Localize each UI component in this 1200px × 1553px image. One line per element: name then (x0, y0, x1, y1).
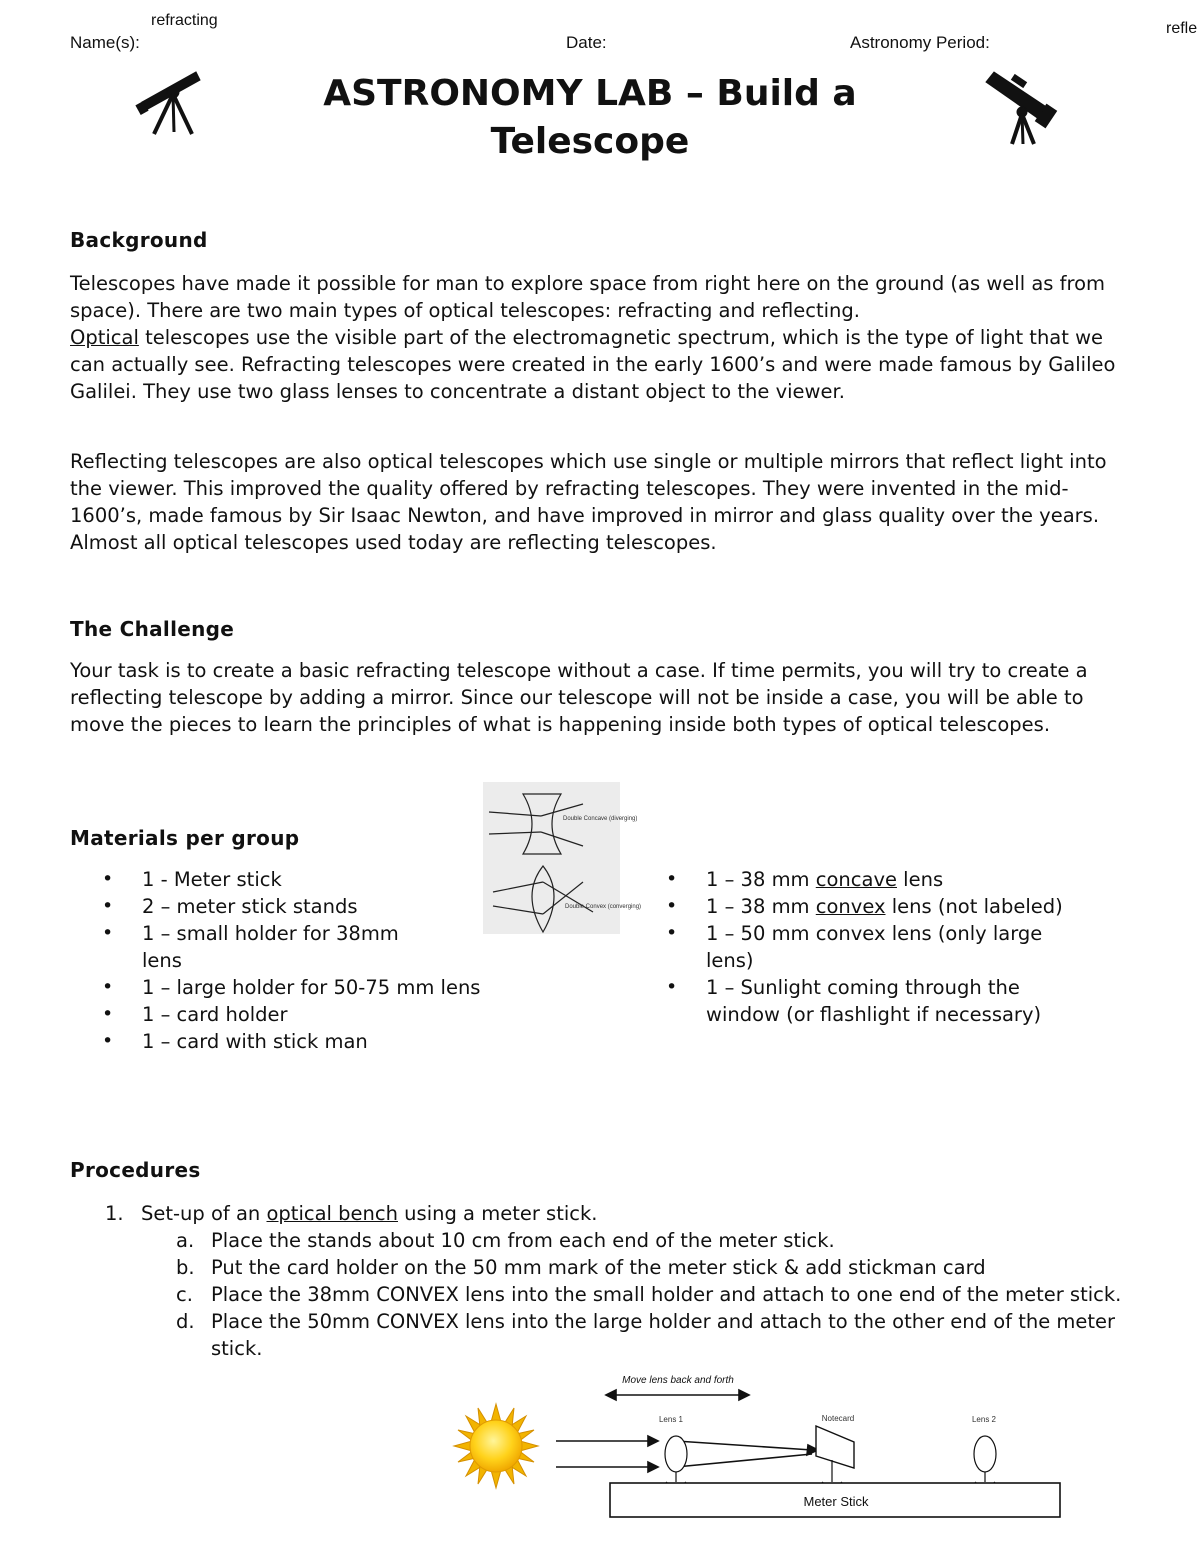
convex-lens-shape (532, 866, 554, 932)
meter-stick-label: Meter Stick (803, 1494, 869, 1509)
procedure-step (70, 1200, 1130, 1362)
background-text-b: telescopes use the visible part of the electromagnetic spectrum, which is the type of light that we can actually see. Refracting telescopes were created in the early 1600’s and were made famous by Galileo Galilei. They use two glass lenses to concentrate a distant object to the viewer. (70, 326, 1116, 403)
background-paragraph-2 (70, 448, 1135, 556)
concave-term: concave (815, 868, 897, 891)
lens-1-label: Lens 1 (658, 1415, 684, 1424)
substep-letter: c. (176, 1283, 193, 1306)
convex-term: convex (815, 895, 886, 918)
procedures-heading: Procedures (70, 1158, 201, 1182)
name-label: Name(s): (70, 33, 140, 52)
procedure-substep (70, 1308, 1130, 1362)
background-text-c: Reflecting telescopes are also optical telescopes which use single or multiple mirrors that reflect light into the viewer. This improved the quality offered by refracting telescopes. They were invented in the mid-1600’s, made famous by Sir Isaac Newton, and have improved in mirror and glass quality over the years. Almost all optical telescopes used today are reflecting telescopes. (70, 450, 1107, 554)
notecard-shape (816, 1426, 854, 1468)
period-label: Astronomy Period: (850, 33, 990, 52)
concave-caption: Double Concave (diverging) (563, 816, 638, 822)
material-item: • 2 – meter stick stands (70, 893, 442, 920)
refracting-telescope-icon (136, 66, 206, 140)
substep-text: Place the stands about 10 cm from each end of the meter stick. (211, 1229, 835, 1252)
move-lens-arrow (606, 1390, 749, 1400)
substep-letter: d. (176, 1310, 195, 1333)
material-text: lens (896, 868, 944, 891)
challenge-text: Your task is to create a basic refracting telescope without a case. If time permits, you will try to create a reflecting telescope by adding a mirror. Since our telescope will not be inside a case, you will be able to move the pieces to learn the principles of what is happening inside both types of optical telescopes. (70, 659, 1088, 736)
procedure-substep (70, 1281, 1130, 1308)
substep-text: Place the 50mm CONVEX lens into the large holder and attach to the other end of the meter stick. (211, 1310, 1116, 1360)
procedure-substep (70, 1254, 1130, 1281)
step-text: using a meter stick. (397, 1202, 598, 1225)
notecard-label: Notecard (821, 1414, 855, 1423)
title-line-1: ASTRONOMY LAB – Build a (323, 73, 857, 114)
sun-icon (454, 1404, 538, 1488)
optical-bench-diagram (440, 1370, 1080, 1525)
title-line-2: Telescope (490, 121, 690, 162)
procedure-substep (70, 1227, 1130, 1254)
material-item: • 1 - Meter stick (70, 866, 442, 893)
material-item (634, 866, 1114, 893)
page-title (290, 70, 890, 166)
material-item: • 1 – large holder for 50-75 mm lens (70, 974, 530, 1001)
substep-text: Place the 38mm CONVEX lens into the small holder and attach to one end of the meter stick. (211, 1283, 1122, 1306)
material-text: 1 – 38 mm (706, 895, 816, 918)
material-text: lens (not labeled) (885, 895, 1063, 918)
step-text: Set-up of an (141, 1202, 267, 1225)
challenge-heading: The Challenge (70, 617, 235, 641)
lens-2-label: Lens 2 (971, 1415, 997, 1424)
corner-label-refracting: refracting (151, 12, 218, 29)
corner-label-reflecting: refle (1166, 20, 1198, 37)
substep-letter: a. (176, 1229, 195, 1252)
material-item: • 1 – card with stick man (70, 1028, 530, 1055)
optical-term: Optical (70, 326, 139, 349)
date-label: Date: (566, 33, 607, 52)
concave-lens-shape (523, 794, 561, 854)
step-number: 1. (105, 1202, 124, 1225)
optical-bench-term: optical bench (266, 1202, 398, 1225)
material-item: • 1 – card holder (70, 1001, 530, 1028)
material-item (634, 893, 1114, 920)
material-item: • 1 – Sunlight coming through the window (or flashlight if necessary) (634, 974, 1094, 1028)
move-lens-label: Move lens back and forth (622, 1375, 734, 1386)
substep-text: Put the card holder on the 50 mm mark of the meter stick & add stickman card (211, 1256, 986, 1279)
lens-1-shape (665, 1436, 687, 1472)
background-heading: Background (70, 228, 208, 252)
substep-letter: b. (176, 1256, 195, 1279)
procedures-list (70, 1200, 1130, 1362)
background-paragraph-1 (70, 270, 1135, 405)
lens-2-shape (974, 1436, 996, 1472)
materials-list-left (70, 866, 530, 1055)
reflecting-telescope-icon (982, 68, 1064, 148)
material-item: • 1 – small holder for 38mm lens (70, 920, 442, 974)
materials-list-right (634, 866, 1114, 1028)
material-item: • 1 – 50 mm convex lens (only large lens) (634, 920, 1094, 974)
materials-heading: Materials per group (70, 826, 300, 850)
background-text-a: Telescopes have made it possible for man to explore space from right here on the ground (as well as from space). There are two main types of optical telescopes: refracting and reflecting. (70, 272, 1106, 322)
challenge-paragraph (70, 657, 1135, 738)
convex-caption: Double Convex (converging) (565, 904, 642, 910)
material-text: 1 – 38 mm (706, 868, 816, 891)
